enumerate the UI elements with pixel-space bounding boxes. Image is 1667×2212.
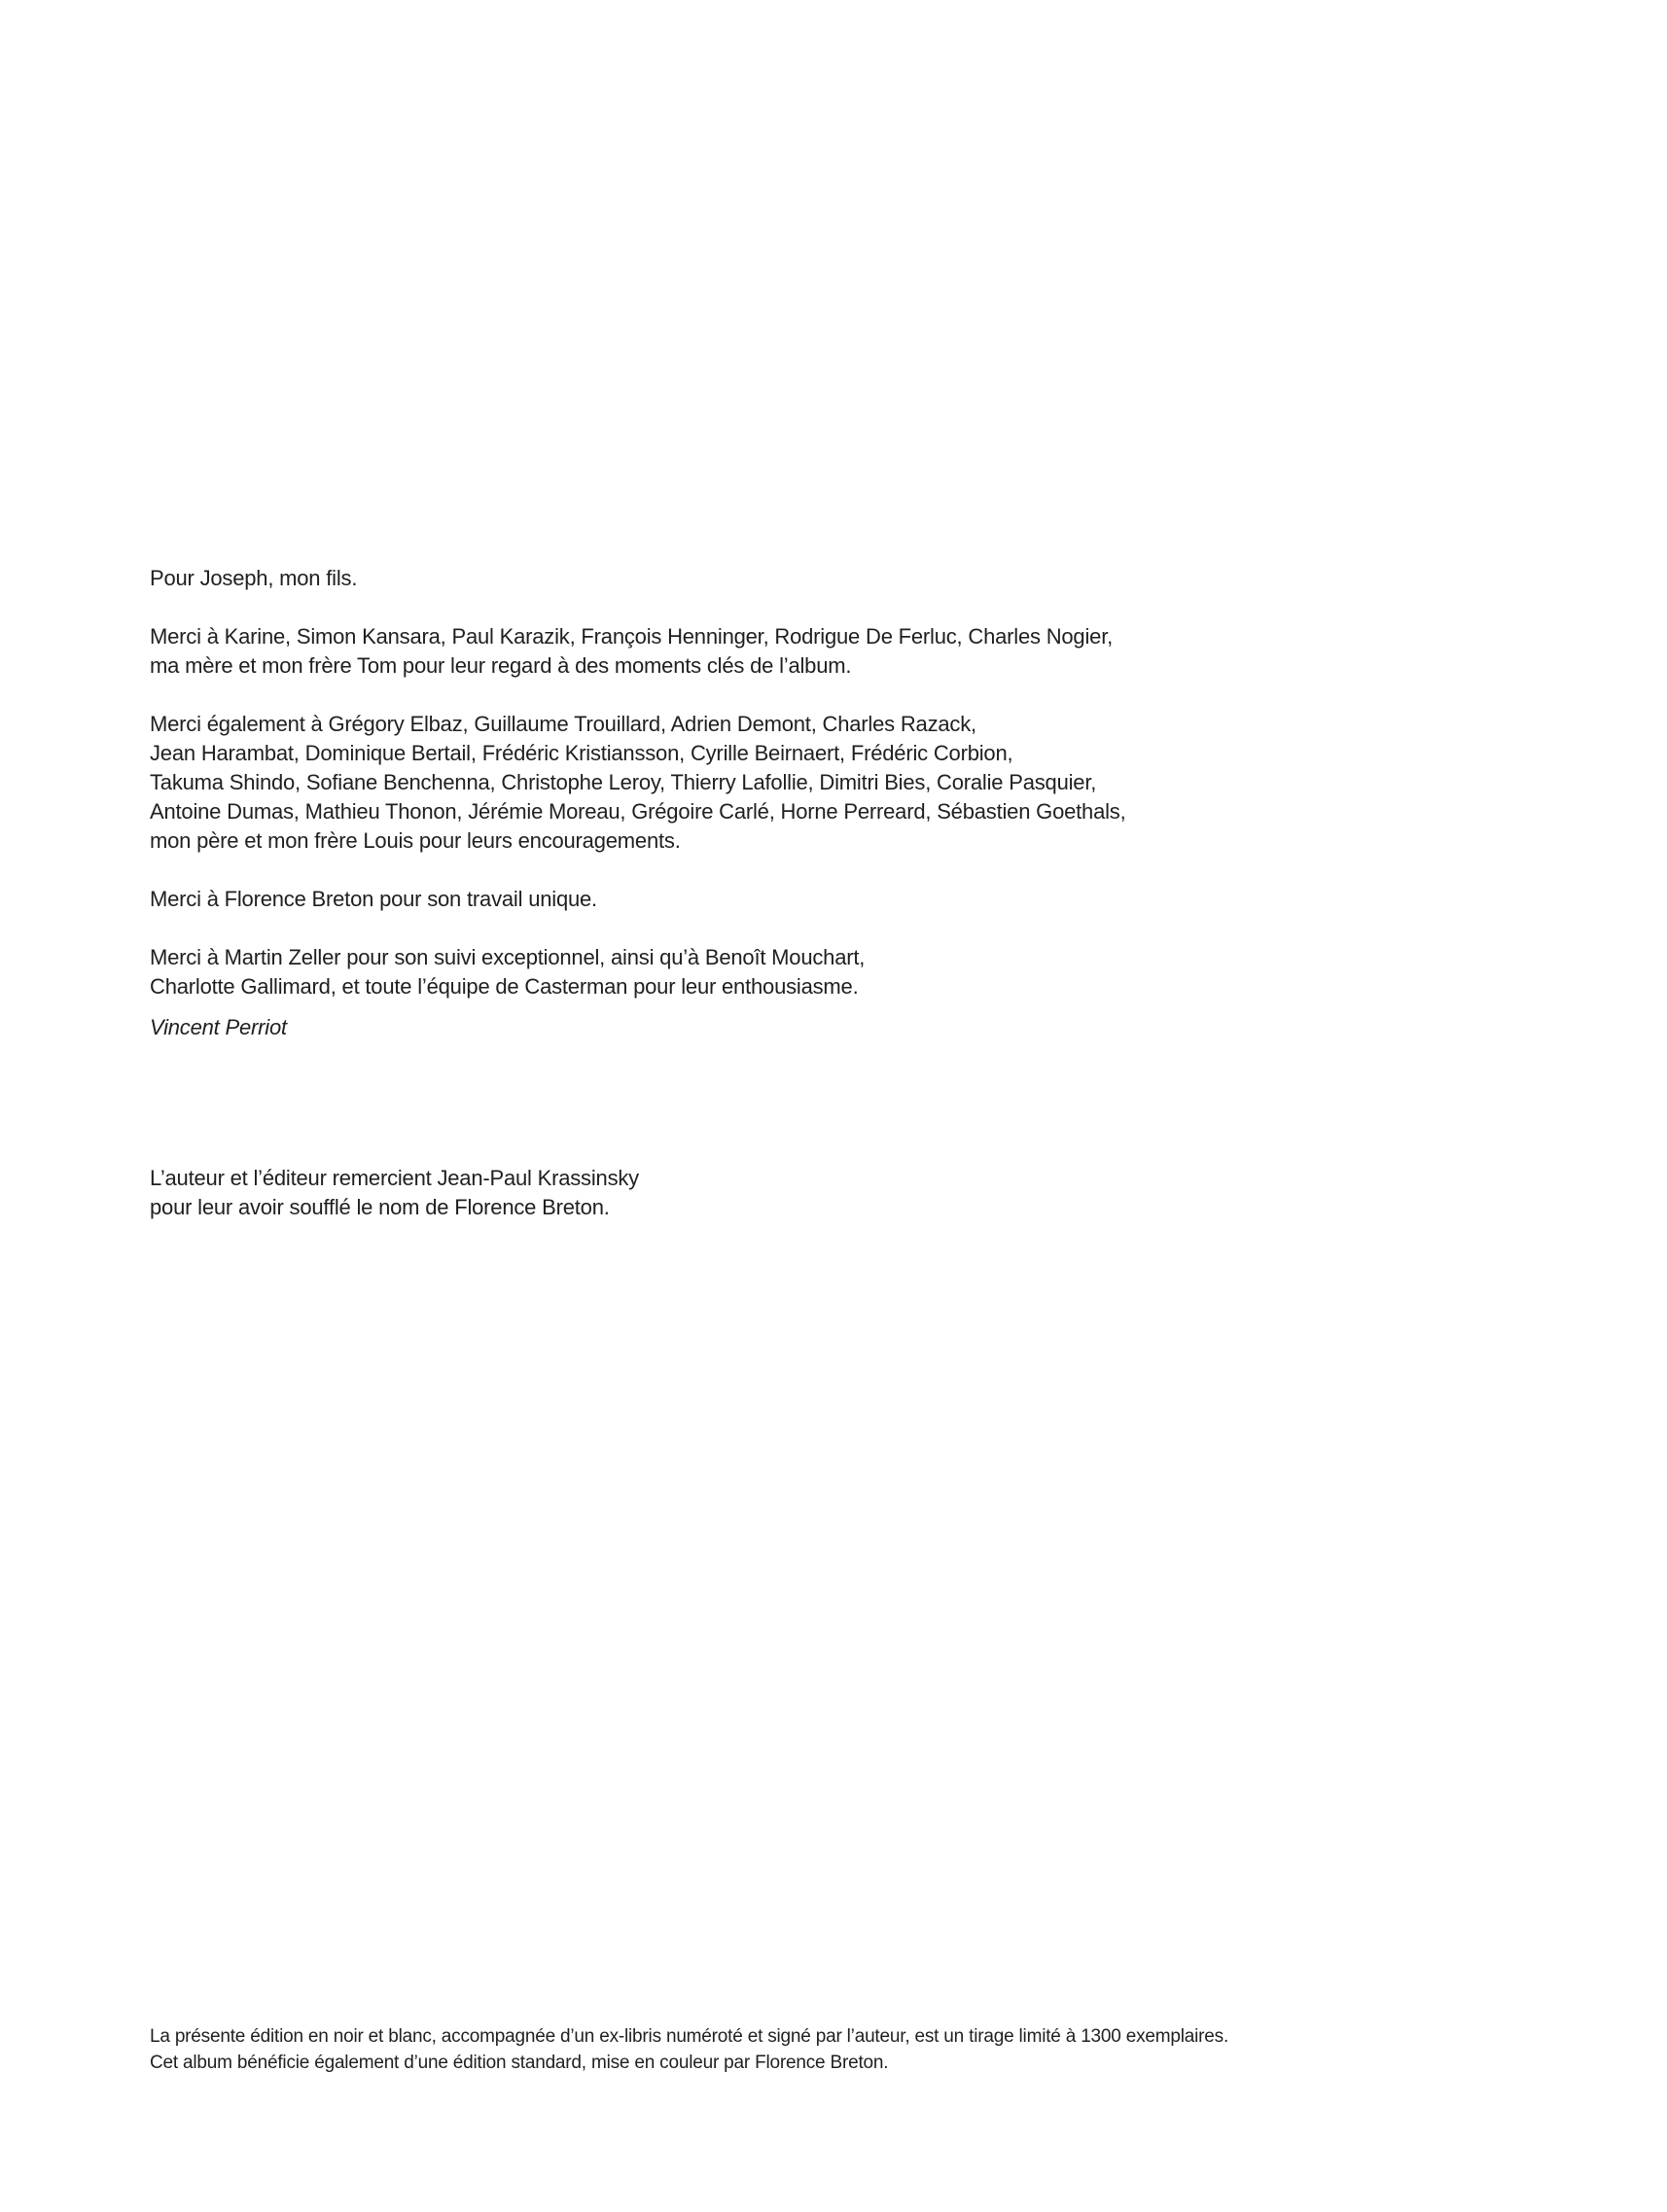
dedication (150, 564, 1414, 593)
colophon (150, 2023, 1228, 2076)
thanks-1-line: ma mère et mon frère Tom pour leur regard à des moments clés de l’album. (150, 653, 852, 678)
thanks-2-line: Merci également à Grégory Elbaz, Guillaume Trouillard, Adrien Demont, Charles Razack, (150, 712, 976, 736)
author-signature (150, 1013, 1414, 1042)
dedication-line: Pour Joseph, mon fils. (150, 566, 358, 590)
thanks-paragraph-2 (150, 710, 1414, 856)
thanks-2-line: mon père et mon frère Louis pour leurs encouragements. (150, 828, 681, 853)
thanks-paragraph-3 (150, 885, 1414, 914)
signature-line: Vincent Perriot (150, 1015, 287, 1039)
thanks-paragraph-4 (150, 943, 1414, 1001)
acknowledgements-text (150, 564, 1414, 1042)
thanks-2-line: Antoine Dumas, Mathieu Thonon, Jérémie Moreau, Grégoire Carlé, Horne Perreard, Sébastien Goethals, (150, 799, 1126, 824)
thanks-3-line: Merci à Florence Breton pour son travail unique. (150, 887, 597, 911)
publisher-note-line: pour leur avoir soufflé le nom de Florence Breton. (150, 1195, 610, 1219)
colophon-line: Cet album bénéficie également d’une édition standard, mise en couleur par Florence Breton. (150, 2053, 889, 2073)
thanks-4-line: Merci à Martin Zeller pour son suivi exceptionnel, ainsi qu’à Benoît Mouchart, (150, 945, 866, 969)
thanks-2-line: Jean Harambat, Dominique Bertail, Frédéric Kristiansson, Cyrille Beirnaert, Frédéric Corbion, (150, 741, 1013, 765)
publisher-note-line: L’auteur et l’éditeur remercient Jean-Paul Krassinsky (150, 1166, 639, 1190)
colophon-line: La présente édition en noir et blanc, accompagnée d’un ex-libris numéroté et signé par l’auteur, est un tirage limité à 1300 exemplaires. (150, 2026, 1229, 2047)
thanks-1-line: Merci à Karine, Simon Kansara, Paul Karazik, François Henninger, Rodrigue De Ferluc, Charles Nogier, (150, 624, 1114, 649)
thanks-paragraph-1 (150, 622, 1414, 681)
thanks-4-line: Charlotte Gallimard, et toute l’équipe de Casterman pour leur enthousiasme. (150, 974, 859, 999)
thanks-2-line: Takuma Shindo, Sofiane Benchenna, Christophe Leroy, Thierry Lafollie, Dimitri Bies, Coralie Pasquier, (150, 770, 1097, 794)
publisher-note (150, 1164, 639, 1222)
